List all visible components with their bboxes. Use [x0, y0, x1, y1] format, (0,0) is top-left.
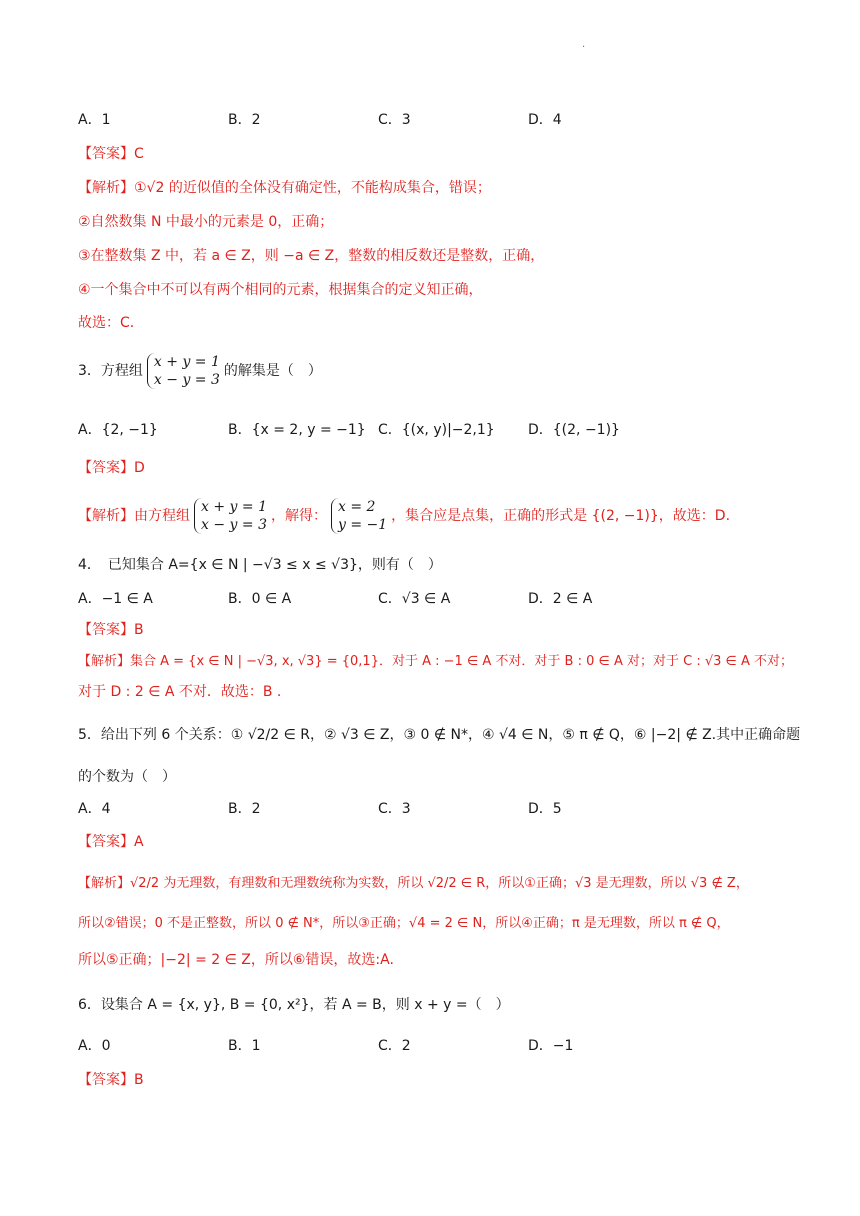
q2-analysis-line: ④一个集合中不可以有两个相同的元素，根据集合的定义知正确， — [78, 282, 483, 298]
q6-option-c: C．2 — [378, 1038, 411, 1054]
q5-option-d: D．5 — [528, 801, 562, 817]
q3-analysis-eq-1: x + y = 1 — [201, 499, 267, 515]
q3-equation-system — [147, 353, 220, 389]
q3-analysis — [78, 498, 820, 538]
q3-analysis-mid: ，解得： — [270, 508, 327, 524]
q2-analysis-line: ②自然数集 N 中最小的元素是 0，正确； — [78, 214, 334, 230]
q3-stem — [78, 353, 820, 393]
q3-answer: 【答案】D — [78, 460, 145, 476]
q4-stem: 4． 已知集合 A={x ∈ N | −√3 ≤ x ≤ √3}，则有（ ） — [78, 557, 442, 573]
q2-option-a: A．1 — [78, 112, 111, 128]
q6-stem: 6．设集合 A = {x, y}, B = {0, x²}，若 A = B，则 x + y =（ ） — [78, 997, 510, 1013]
q6-answer: 【答案】B — [78, 1072, 144, 1088]
q3-analysis-eq-2: x − y = 3 — [201, 517, 267, 533]
q5-stem-line: 5．给出下列 6 个关系：① √2/2 ∈ R，② √3 ∈ Z，③ 0 ∉ N*，④ √4 ∈ N，⑤ π ∉ Q，⑥ |−2| ∉ Z.其中正确命题 — [78, 727, 801, 743]
q2-option-d: D．4 — [528, 112, 562, 128]
q4-analysis-line: 【解析】集合 A = {x ∈ N | −√3, x, √3} = {0,1}．对于 A : −1 ∈ A 不对．对于 B : 0 ∈ A 对；对于 C : √3 ∈ A 不对； — [78, 654, 794, 669]
q3-option-d: D．{(2, −1)} — [528, 422, 620, 438]
q5-option-c: C．3 — [378, 801, 411, 817]
q6-option-b: B．1 — [228, 1038, 261, 1054]
q4-option-b: B．0 ∈ A — [228, 591, 292, 607]
q5-analysis-line: 所以⑤正确；|−2| = 2 ∈ Z，所以⑥错误，故选:A. — [78, 952, 394, 968]
q3-solution-system — [331, 498, 387, 534]
q3-option-a: A．{2, −1} — [78, 422, 158, 438]
q2-analysis-line: ③在整数集 Z 中，若 a ∈ Z，则 −a ∈ Z，整数的相反数还是整数，正确， — [78, 248, 545, 264]
q3-stem-prefix: 3．方程组 — [78, 363, 143, 379]
q3-analysis-suffix: ，集合应是点集，正确的形式是 {(2, −1)}，故选：D. — [391, 508, 731, 524]
q5-answer: 【答案】A — [78, 834, 144, 850]
q2-option-c: C．3 — [378, 112, 411, 128]
q3-stem-suffix: 的解集是（ ） — [223, 363, 322, 379]
q3-analysis-prefix: 【解析】由方程组 — [78, 508, 190, 524]
q4-analysis-line: 对于 D : 2 ∈ A 不对．故选：B . — [78, 684, 282, 700]
q5-stem-line: 的个数为（ ） — [78, 769, 176, 785]
q3-equation-1: x + y = 1 — [153, 354, 220, 370]
q2-analysis-line: 【解析】①√2 的近似值的全体没有确定性，不能构成集合，错误； — [78, 180, 491, 196]
q5-analysis-line: 所以②错误；0 不是正整数，所以 0 ∉ N*，所以③正确；√4 = 2 ∈ N，所以④正确；π 是无理数，所以 π ∉ Q， — [78, 916, 730, 931]
q4-option-a: A．−1 ∈ A — [78, 591, 153, 607]
q3-equation-2: x − y = 3 — [153, 372, 220, 388]
q4-option-c: C．√3 ∈ A — [378, 591, 451, 607]
q6-option-a: A．0 — [78, 1038, 111, 1054]
q5-option-a: A．4 — [78, 801, 111, 817]
q3-analysis-system — [194, 498, 267, 534]
q3-solution-1: x = 2 — [337, 499, 376, 515]
q2-option-b: B．2 — [228, 112, 261, 128]
q4-option-d: D．2 ∈ A — [528, 591, 593, 607]
q3-solution-2: y = −1 — [337, 517, 388, 533]
q5-option-b: B．2 — [228, 801, 261, 817]
q3-option-c: C．{(x, y)|−2,1} — [378, 422, 495, 438]
q2-answer: 【答案】C — [78, 146, 144, 162]
q2-analysis-line: 故选：C. — [78, 315, 135, 331]
q4-answer: 【答案】B — [78, 622, 144, 638]
header-mark: · — [582, 42, 586, 53]
q5-analysis-line: 【解析】√2/2 为无理数，有理数和无理数统称为实数，所以 √2/2 ∈ R，所以①正确；√3 是无理数，所以 √3 ∉ Z， — [78, 876, 749, 891]
q3-option-b: B．{x = 2, y = −1} — [228, 422, 366, 438]
q6-option-d: D．−1 — [528, 1038, 574, 1054]
